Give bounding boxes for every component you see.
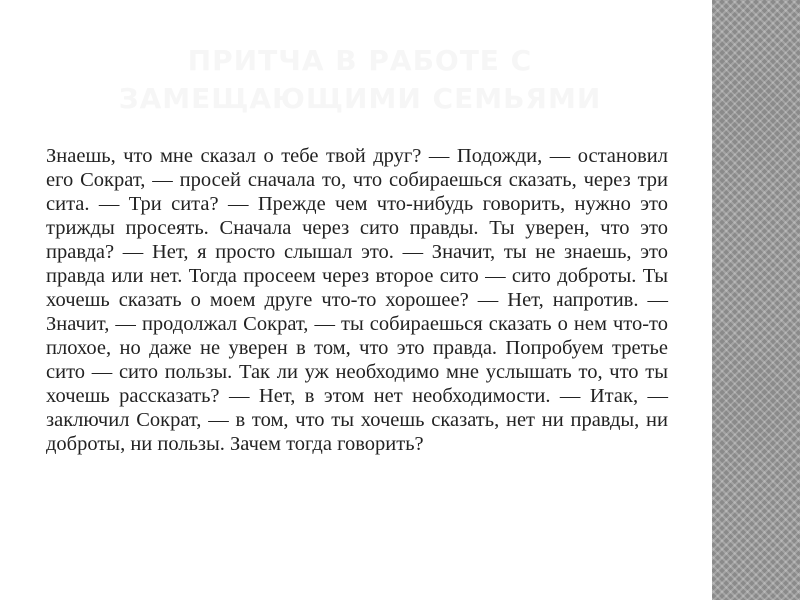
parable-text: Знаешь, что мне сказал о тебе твой друг? — Подожди, — остановил его Сократ, — просей сначала то, что собираешься сказать, через три сита. — Три сита? — Прежде чем что-нибудь говорить, нужно это трижды просеять. Сначала через сито правды. Ты уверен, что это правда? — Нет, я просто слышал это. — Значит, ты не знаешь, это правда или нет. Тогда просеем через второе сито — сито доброты. Ты хочешь сказать о моем друге что-то хорошее? — Нет, напротив. — Значит, — продолжал Сократ, — ты собираешься сказать о нем что-то плохое, но даже не уверен в том, что это правда. Попробуем третье сито — сито пользы. Так ли уж необходимо мне услышать то, что ты хочешь рассказать? — Нет, в этом нет необходимости. — Итак, — заключил Сократ, — в том, что ты хочешь сказать, нет ни правды, ни доброты, ни пользы. Зачем тогда говорить? — [46, 145, 668, 455]
slide-title: ПРИТЧА В РАБОТЕ С ЗАМЕЩАЮЩИМИ СЕМЬЯМИ — [118, 44, 602, 115]
decorative-side-band — [712, 0, 800, 600]
